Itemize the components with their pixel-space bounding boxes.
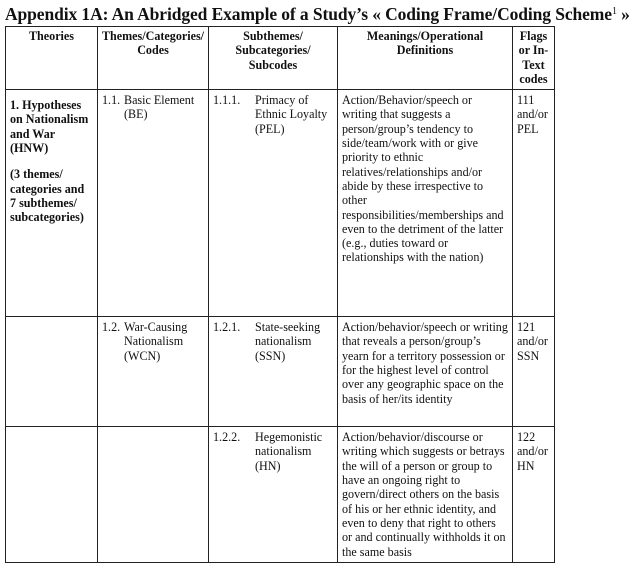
theory-note: (3 themes/ categories and 7 subthemes/ subcategories) [10, 167, 85, 225]
definition-cell: Action/behavior/speech or writing that reveals a person/group’s yearn for a territory possession or for the highest level of control over any geographic space on the basis of her/its identity [338, 317, 513, 427]
subtheme-label: State-seeking nationalism (SSN) [255, 320, 321, 363]
footnote-marker: 1 [611, 6, 617, 17]
column-header-subthemes: Subthemes/ Subcategories/ Subcodes [209, 27, 338, 90]
column-header-flags: Flags or In-Text codes [513, 27, 555, 90]
table-row [6, 427, 555, 563]
theory-cell [6, 90, 98, 317]
theme-label: War-Causing Nationalism (WCN) [124, 320, 188, 363]
subtheme-number: 1.2.1. [213, 320, 241, 335]
table-row [6, 317, 555, 427]
theme-number: 1.1. [102, 93, 121, 108]
table-row [6, 90, 555, 317]
flag-cell: 122 and/or HN [513, 427, 555, 563]
theme-number: 1.2. [102, 320, 121, 335]
theme-label: Basic Element (BE) [124, 93, 195, 122]
theme-cell [98, 427, 209, 563]
header-row [6, 27, 555, 90]
flag-cell: 111 and/or PEL [513, 90, 555, 317]
title-text: Appendix 1A: An Abridged Example of a Study’s « Coding Frame/Coding Scheme [5, 4, 612, 24]
coding-frame-table [5, 26, 555, 563]
column-header-definitions: Meanings/Operational Definitions [338, 27, 513, 90]
subtheme-cell [209, 90, 338, 317]
subtheme-label: Hegemonistic nationalism (HN) [255, 430, 323, 473]
column-header-themes: Themes/Categories/ Codes [98, 27, 209, 90]
theory-name: 1. Hypotheses on Nationalism and War (HNW) [10, 98, 89, 156]
subtheme-label: Primacy of Ethnic Loyalty (PEL) [255, 93, 328, 136]
theory-cell [6, 317, 98, 427]
subtheme-number: 1.2.2. [213, 430, 241, 445]
column-header-theories: Theories [6, 27, 98, 90]
flag-cell: 121 and/or SSN [513, 317, 555, 427]
subtheme-cell [209, 317, 338, 427]
theory-cell [6, 427, 98, 563]
subtheme-cell [209, 427, 338, 563]
definition-cell: Action/behavior/discourse or writing which suggests or betrays the will of a person or group to have an ongoing right to govern/direct others on the basis of his or her ethnic identity, and even to deny that right to others or and continually withholds it on the same basis [338, 427, 513, 563]
document-title [5, 4, 630, 25]
theme-cell [98, 90, 209, 317]
theme-cell [98, 317, 209, 427]
definition-cell: Action/Behavior/speech or writing that suggests a person/group’s tendency to side/team/work with or give priority to ethnic relatives/relationships and/or abide by these irrespective to other responsibilities/memberships and even to the detriment of the latter (e.g., duties toward or relationships with the nation) [338, 90, 513, 317]
title-suffix: » [616, 4, 630, 24]
subtheme-number: 1.1.1. [213, 93, 241, 108]
